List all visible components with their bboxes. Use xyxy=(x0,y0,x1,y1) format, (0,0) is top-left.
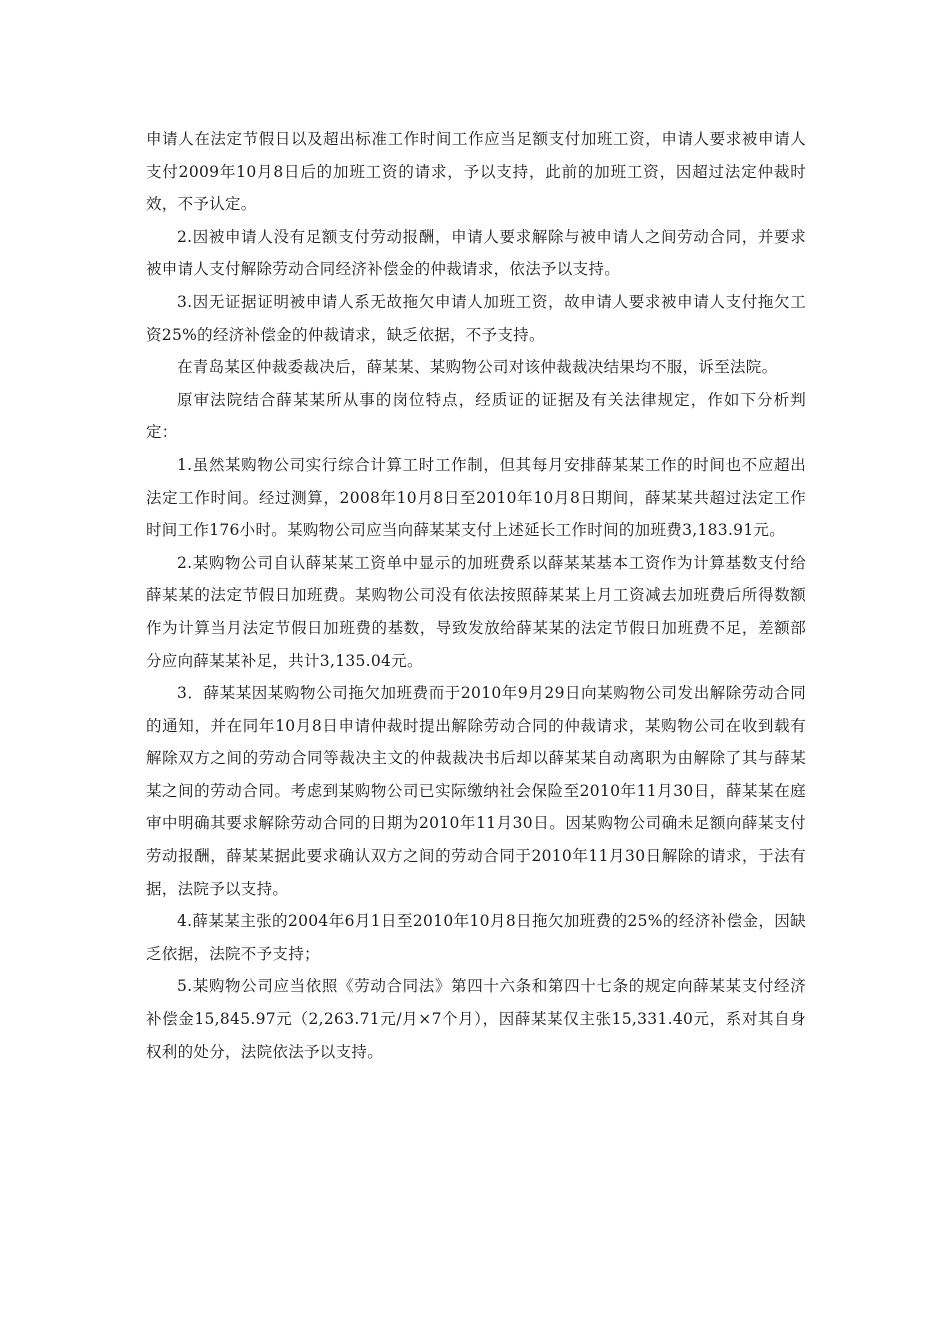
paragraph-finding-4: 4.薛某某主张的2004年6月1日至2010年10月8日拖欠加班费的25%的经济补偿金，因缺乏依据，法院不予支持； xyxy=(146,912,806,963)
paragraph-finding-1: 1.虽然某购物公司实行综合计算工时工作制，但其每月安排薛某某工作的时间也不应超出法定工作时间。经过测算，2008年10月8日至2010年10月8日期间，薛某某共超过法定工作时间工作176小时。某购物公司应当向薛某某支付上述延长工作时间的加班费3,183.91元。 xyxy=(146,455,806,540)
document-body xyxy=(146,123,806,1068)
paragraph-continuation: 申请人在法定节假日以及超出标准工作时间工作应当足额支付加班工资，申请人要求被申请人支付2009年10月8日后的加班工资的请求，予以支持，此前的加班工资，因超过法定仲裁时效，不予认定。 xyxy=(146,130,806,214)
paragraph-item-2: 2.因被申请人没有足额支付劳动报酬，申请人要求解除与被申请人之间劳动合同，并要求被申请人支付解除劳动合同经济补偿金的仲裁请求，依法予以支持。 xyxy=(146,227,806,279)
paragraph-finding-3: 3．薛某某因某购物公司拖欠加班费而于2010年9月29日向某购物公司发出解除劳动合同的通知，并在同年10月8日申请仲裁时提出解除劳动合同的仲裁请求，某购物公司在收到载有解除双方之间的劳动合同等裁决主文的仲裁裁决书后却以薛某某自动离职为由解除了其与薛某某之间的劳动合同。考虑到某购物公司已实际缴纳社会保险至2010年11月30日，薛某某在庭审中明确其要求解除劳动合同的日期为2010年11月30日。因某购物公司确未足额向薛某支付劳动报酬，薛某某据此要求确认双方之间的劳动合同于2010年11月30日解除的请求，于法有据，法院予以支持。 xyxy=(146,684,806,898)
paragraph-item-3: 3.因无证据证明被申请人系无故拖欠申请人加班工资，故申请人要求被申请人支付拖欠工资25%的经济补偿金的仲裁请求，缺乏依据，不予支持。 xyxy=(146,292,806,344)
paragraph-court-analysis-intro: 原审法院结合薛某某所从事的岗位特点，经质证的证据及有关法律规定，作如下分析判定： xyxy=(146,390,806,442)
paragraph-appeal: 在青岛某区仲裁委裁决后，薛某某、某购物公司对该仲裁裁决结果均不服，诉至法院。 xyxy=(177,358,778,377)
paragraph-finding-2: 2.某购物公司自认薛某某工资单中显示的加班费系以薛某某基本工资作为计算基数支付给薛某某的法定节假日加班费。某购物公司没有依法按照薛某某上月工资减去加班费后所得数额作为计算当月法定节假日加班费的基数，导致发放给薛某某的法定节假日加班费不足，差额部分应向薛某某补足，共计3,135.04元。 xyxy=(146,553,806,670)
paragraph-finding-5: 5.某购物公司应当依照《劳动合同法》第四十六条和第四十七条的规定向薛某某支付经济补偿金15,845.97元（2,263.71元/月×7个月），因薛某某仅主张15,331.40元，系对其自身权利的处分，法院依法予以支持。 xyxy=(146,977,806,1061)
